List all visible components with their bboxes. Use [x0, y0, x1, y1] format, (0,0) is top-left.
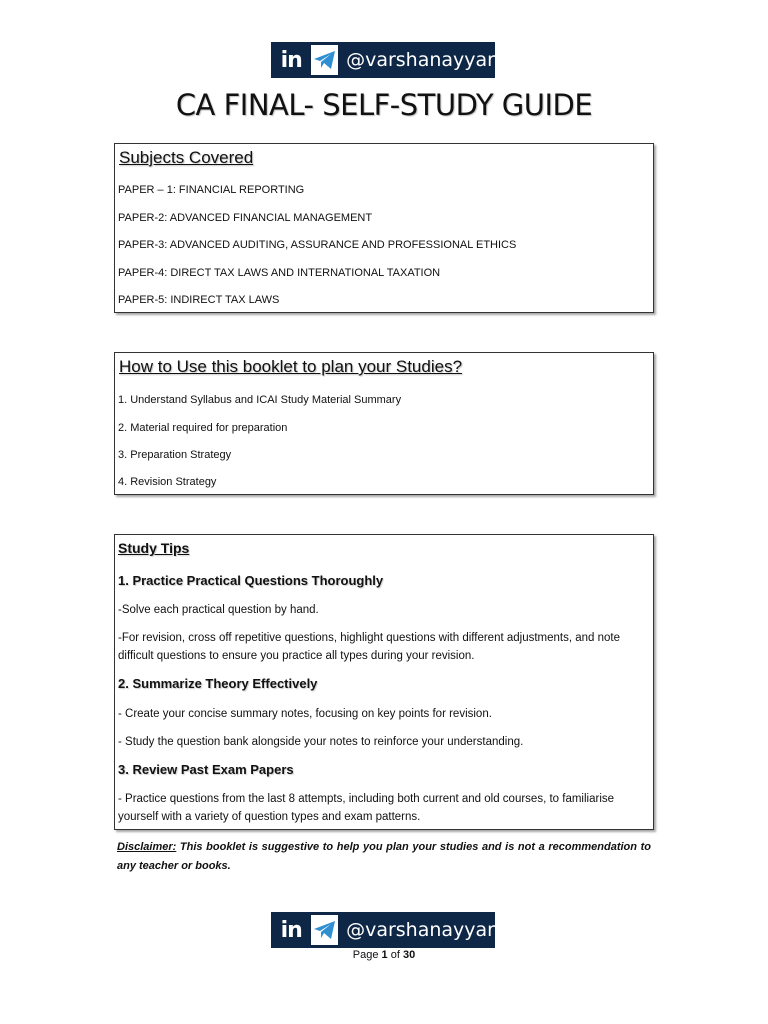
- subjects-heading: Subjects Covered: [119, 148, 254, 167]
- header-banner: [271, 42, 495, 78]
- tip-1-title: 1. Practice Practical Questions Thoroughly: [118, 573, 384, 588]
- telegram-icon[interactable]: [311, 45, 338, 75]
- tip-2-text-2: - Study the question bank alongside your notes to reinforce your understanding.: [118, 736, 524, 748]
- tip-3-text-1: - Practice questions from the last 8 attempts, including both current and old courses, to familiarise yourself with a variety of question types and exam patterns.: [118, 793, 615, 823]
- page-number: [0, 949, 768, 961]
- howto-box: [114, 352, 654, 495]
- disclaimer: [117, 838, 651, 876]
- subject-item: PAPER-5: INDIRECT TAX LAWS: [118, 294, 280, 306]
- howto-item: 2. Material required for preparation: [118, 422, 288, 434]
- page-title: CA FINAL- SELF-STUDY GUIDE: [175, 88, 593, 122]
- disclaimer-label: Disclaimer:: [117, 841, 177, 853]
- tip-1-text-1: -Solve each practical question by hand.: [118, 604, 319, 616]
- tip-3-title: 3. Review Past Exam Papers: [118, 762, 294, 777]
- study-tips-heading: Study Tips: [118, 540, 190, 556]
- page-current: 1: [381, 949, 388, 961]
- disclaimer-text: This booklet is suggestive to help you plan your studies and is not a recommendation to any teacher or books.: [117, 841, 651, 872]
- howto-heading: How to Use this booklet to plan your Studies?: [119, 357, 463, 376]
- subject-item: PAPER-4: DIRECT TAX LAWS AND INTERNATIONAL TAXATION: [118, 267, 441, 279]
- linkedin-icon[interactable]: in: [277, 45, 305, 75]
- subject-item: PAPER-3: ADVANCED AUDITING, ASSURANCE AND PROFESSIONAL ETHICS: [118, 239, 517, 251]
- subject-item: PAPER-2: ADVANCED FINANCIAL MANAGEMENT: [118, 212, 373, 224]
- tip-2-text-1: - Create your concise summary notes, focusing on key points for revision.: [118, 708, 492, 720]
- footer-banner: [271, 912, 495, 948]
- page-prefix: Page: [352, 949, 382, 961]
- linkedin-icon[interactable]: in: [277, 915, 305, 945]
- howto-item: 1. Understand Syllabus and ICAI Study Material Summary: [118, 394, 402, 406]
- page-of: of: [387, 949, 403, 961]
- howto-item: 4. Revision Strategy: [118, 476, 217, 488]
- header-handle[interactable]: @varshanayyar: [346, 49, 495, 71]
- footer-handle[interactable]: @varshanayyar: [346, 919, 495, 941]
- tip-1-text-2: -For revision, cross off repetitive questions, highlight questions with different adjustments, and note difficult questions to ensure you practice all types during your revision.: [118, 632, 621, 662]
- study-tips-box: [114, 534, 654, 830]
- page-total: 30: [402, 949, 416, 961]
- subject-item: PAPER – 1: FINANCIAL REPORTING: [118, 184, 305, 196]
- howto-item: 3. Preparation Strategy: [118, 449, 232, 461]
- telegram-icon[interactable]: [311, 915, 338, 945]
- subjects-box: [114, 143, 654, 313]
- tip-2-title: 2. Summarize Theory Effectively: [118, 676, 318, 691]
